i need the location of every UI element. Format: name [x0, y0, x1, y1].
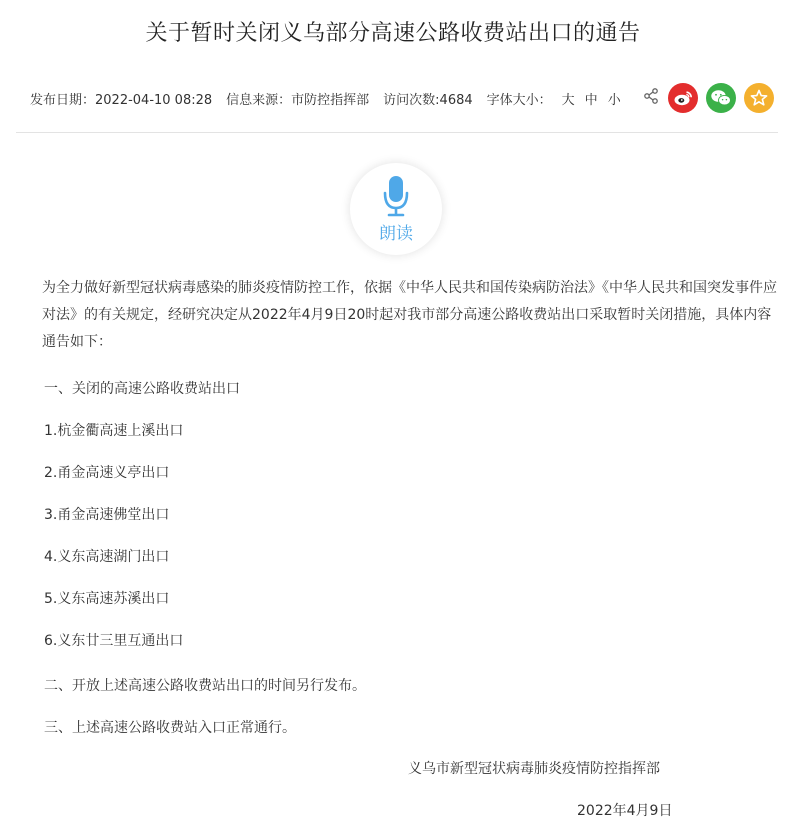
view-count: 访问次数:4684 — [383, 93, 473, 108]
article-meta — [30, 89, 621, 108]
section-paragraph: 三、上述高速公路收费站入口正常通行。 — [44, 720, 296, 736]
favorite-button[interactable] — [744, 83, 774, 113]
intro-paragraph: 为全力做好新型冠状病毒感染的肺炎疫情防控工作，依据《中华人民共和国传染病防治法》《中华人民共和国突发事件应对法》的有关规定，经研究决定从2022年4月9日20时起对我市部分高速公路收费站出口采取暂时关闭措施，具体内容通告如下： — [42, 280, 777, 350]
list-item: 5.义东高速苏溪出口 — [44, 591, 170, 607]
star-icon — [750, 89, 768, 107]
issue-date: 2022年4月9日 — [577, 803, 673, 819]
list-item: 2.甬金高速义亭出口 — [44, 465, 170, 481]
weibo-icon — [673, 89, 693, 107]
font-size-medium[interactable]: 中 — [584, 93, 598, 108]
header-divider — [16, 132, 778, 133]
info-source: 信息来源：市防控指挥部 — [226, 93, 370, 108]
microphone-icon — [383, 175, 409, 217]
page-title: 关于暂时关闭义乌部分高速公路收费站出口的通告 — [145, 21, 641, 46]
list-item: 6.义东廿三里互通出口 — [44, 633, 184, 649]
publish-date: 发布日期：2022-04-10 08:28 — [30, 93, 213, 108]
wechat-icon — [710, 89, 732, 107]
read-aloud-button[interactable] — [350, 163, 442, 255]
font-size-large[interactable]: 大 — [561, 93, 575, 108]
section-heading: 一、关闭的高速公路收费站出口 — [44, 381, 240, 397]
share-icon[interactable] — [643, 88, 659, 104]
font-size-small[interactable]: 小 — [607, 93, 621, 108]
wechat-share-button[interactable] — [706, 83, 736, 113]
weibo-share-button[interactable] — [668, 83, 698, 113]
list-item: 4.义东高速湖门出口 — [44, 549, 170, 565]
read-aloud-label: 朗读 — [379, 224, 413, 244]
section-paragraph: 二、开放上述高速公路收费站出口的时间另行发布。 — [44, 678, 366, 694]
issuer-signature: 义乌市新型冠状病毒肺炎疫情防控指挥部 — [408, 761, 660, 777]
list-item: 3.甬金高速佛堂出口 — [44, 507, 170, 523]
list-item: 1.杭金衢高速上溪出口 — [44, 423, 184, 439]
font-size-label: 字体大小： — [486, 93, 552, 108]
